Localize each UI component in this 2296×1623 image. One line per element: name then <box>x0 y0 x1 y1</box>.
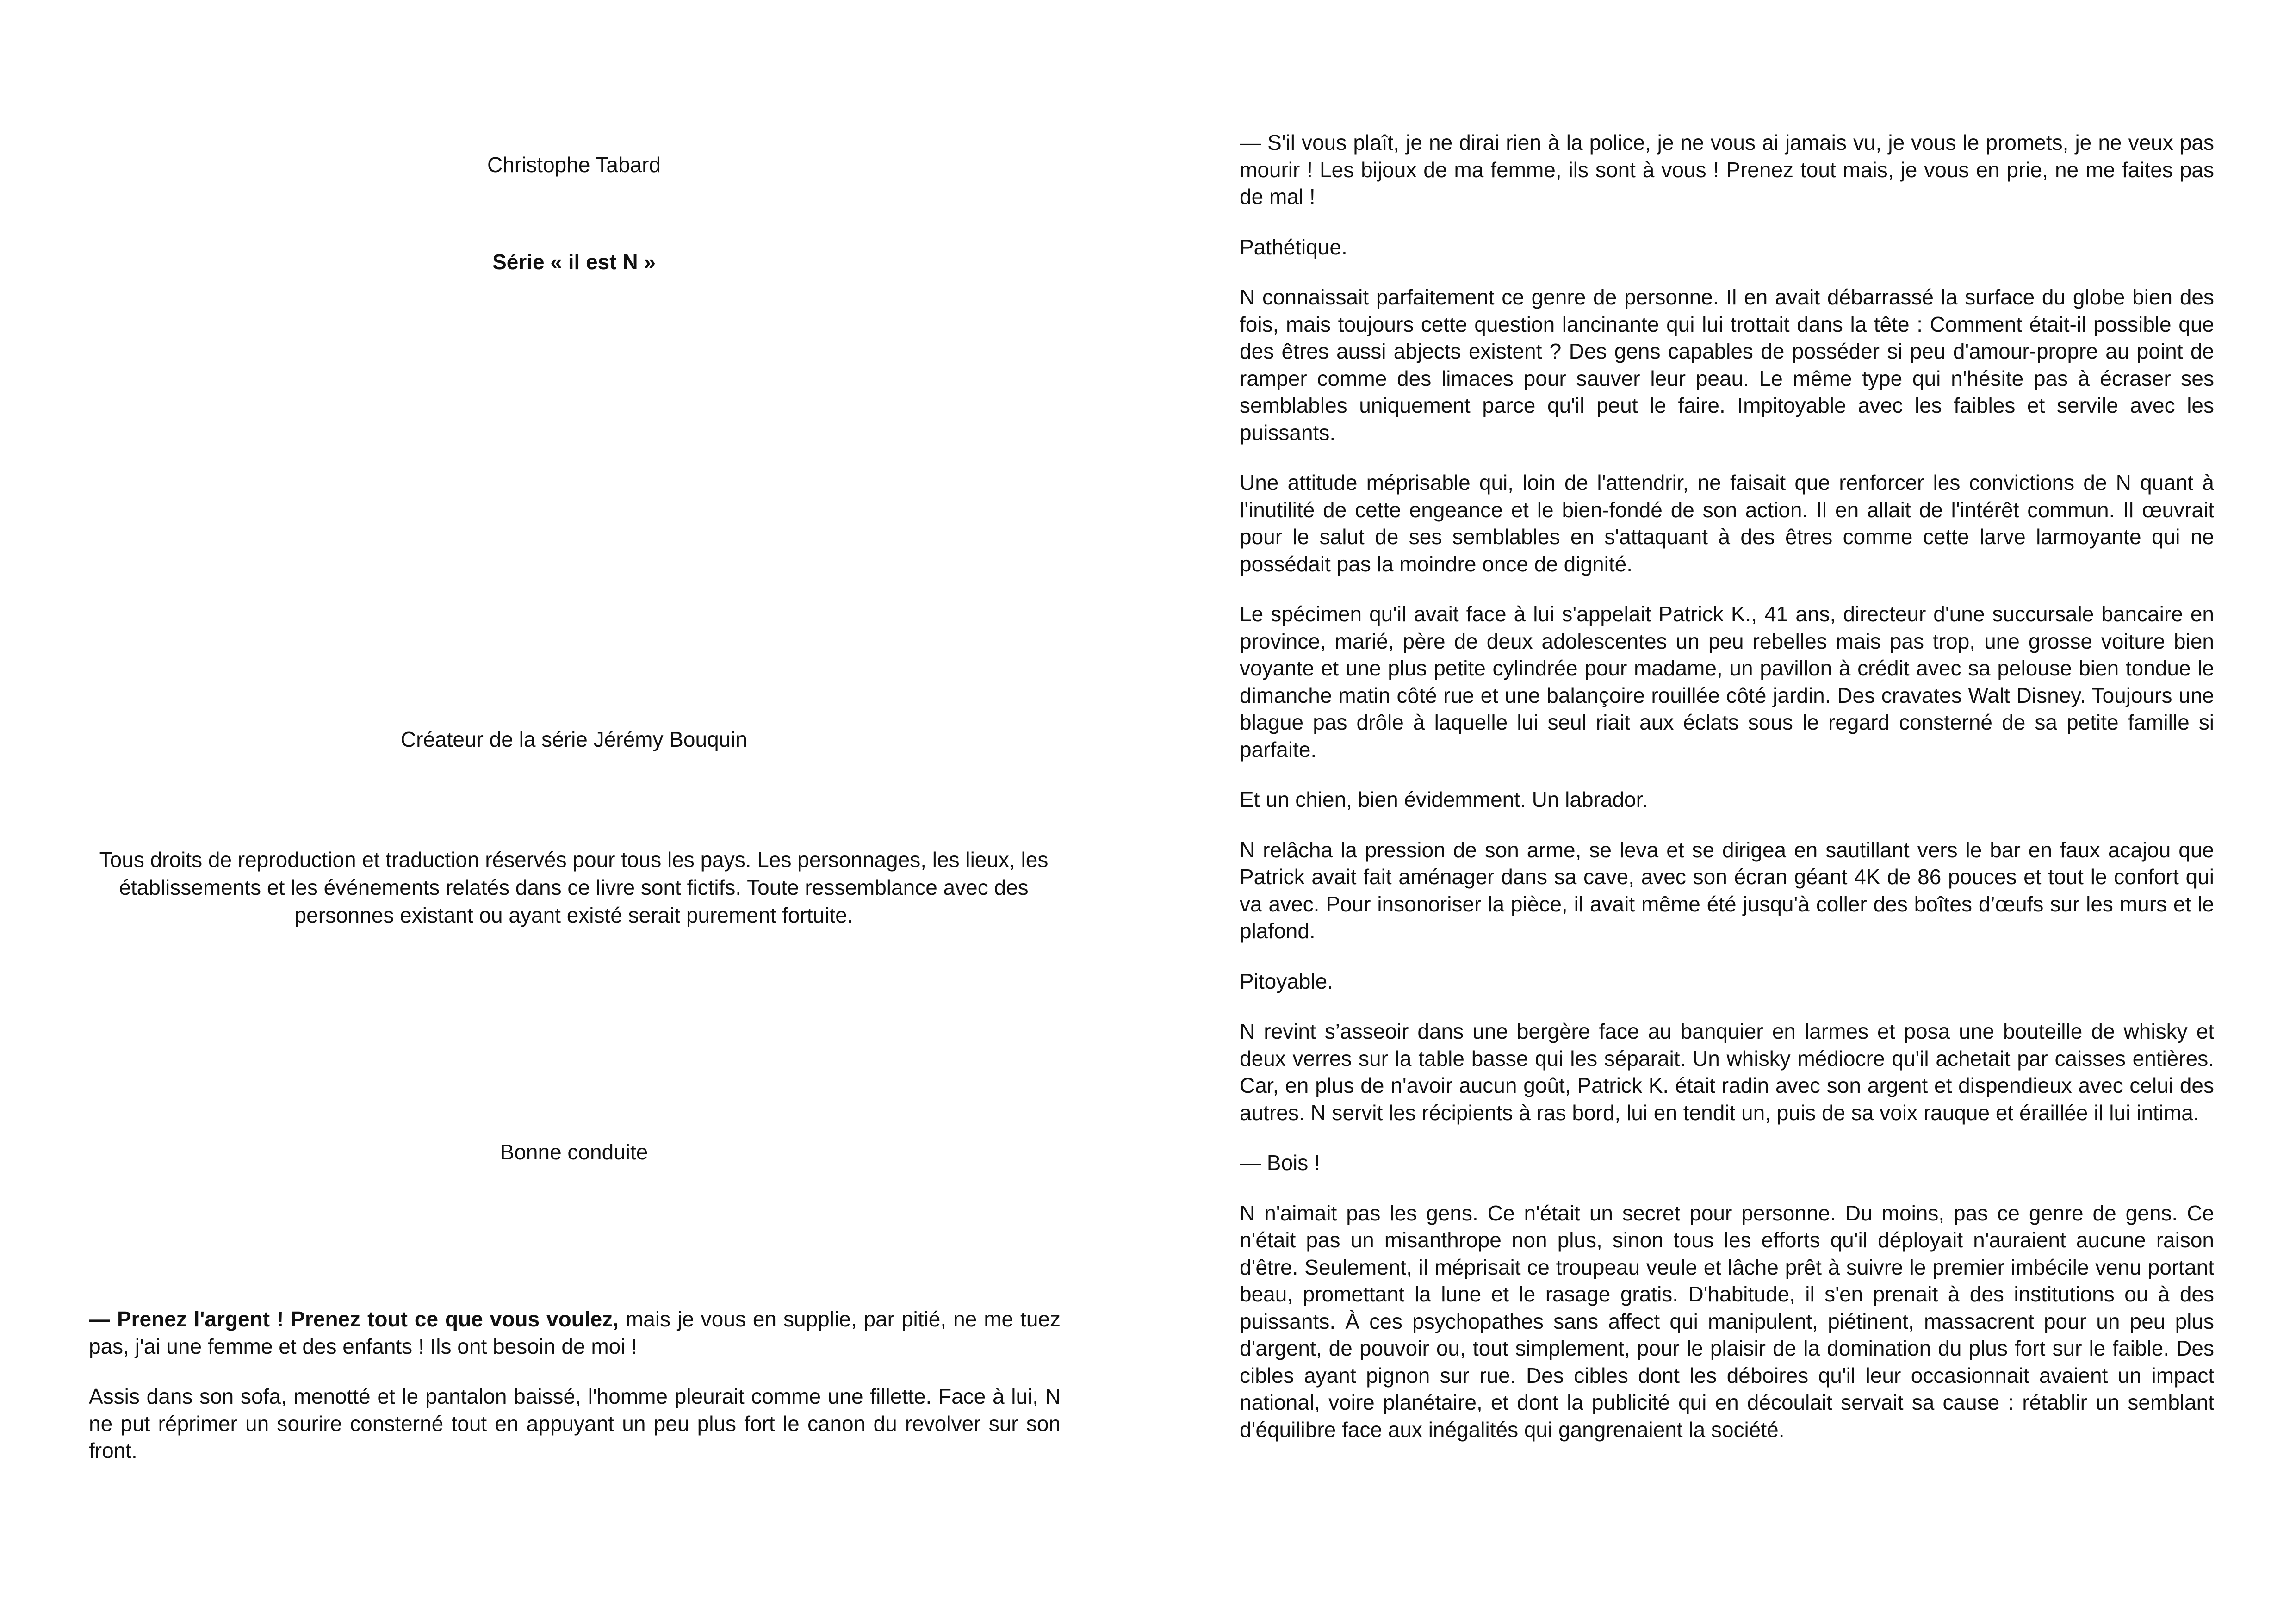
paragraph: — Bois ! <box>1240 1151 1320 1175</box>
opening-paragraph <box>89 1306 1061 1360</box>
opening-dialogue-bold: — Prenez l'argent ! Prenez tout ce que vous voulez, <box>89 1307 619 1331</box>
right-page-body <box>1240 129 2214 1466</box>
paragraph: Pathétique. <box>1240 235 1347 259</box>
paragraph: — S'il vous plaît, je ne dirai rien à la police, je ne vous ai jamais vu, je vous le promets, je ne veux pas mourir ! Les bijoux de ma femme, ils sont à vous ! Prenez tout mais, je vous en prie, ne me faites pas de mal ! <box>1240 130 2214 209</box>
paragraph: Une attitude méprisable qui, loin de l'attendrir, ne faisait que renforcer les convictions de N quant à l'inutilité de cette engeance et le bien-fondé de son action. Il en allait de l'intérêt commun. Il œuvrait pour le salut de ses semblables en s'attaquant à des êtres comme cette larve larmoyante qui ne possédait pas la moindre once de dignité. <box>1240 471 2214 576</box>
paragraph: N revint s’asseoir dans une bergère face au banquier en larmes et posa une bouteille de whisky et deux verres sur la table basse qui les séparait. Un whisky médiocre qu'il achetait par caisses entières. Car, en plus de n'avoir aucun goût, Patrick K. était radin avec son argent et dispendieux avec celui des autres. N servit les récipients à ras bord, lui en tendit un, puis de sa voix rauque et éraillée il lui intima. <box>1240 1019 2214 1125</box>
paragraph: Assis dans son sofa, menotté et le pantalon baissé, l'homme pleurait comme une fillette. Face à lui, N ne put réprimer un sourire consterné tout en appuyant un peu plus fort le canon du revolver sur son front. <box>89 1384 1061 1462</box>
paragraph: N connaissait parfaitement ce genre de personne. Il en avait débarrassé la surface du globe bien des fois, mais toujours cette question lancinante qui lui trottait dans la tête : Comment était-il possible que des êtres aussi abjects existent ? Des gens capables de posséder si peu d'amour-propre au point de ramper comme des limaces pour sauver leur peau. Le même type qui n'hésite pas à écraser ses semblables uniquement parce qu'il peut le faire. Impitoyable avec les faibles et servile avec les puissants. <box>1240 285 2214 445</box>
paragraph: Pitoyable. <box>1240 969 1334 993</box>
paragraph: Le spécimen qu'il avait face à lui s'appelait Patrick K., 41 ans, directeur d'une succursale bancaire en province, marié, père de deux adolescentes un peu rebelles mais pas trop, une grosse voiture bien voyante et une plus petite cylindrée pour madame, un pavillon à crédit avec sa pelouse bien tondue le dimanche matin côté rue et une balançoire rouillée côté jardin. Des cravates Walt Disney. Toujours une blague pas drôle à laquelle lui seul riait aux éclats sous le regard consterné de sa petite famille si parfaite. <box>1240 602 2214 762</box>
rights-notice: Tous droits de reproduction et traduction réservés pour tous les pays. Les personnages, les lieux, les établissements et les événements relatés dans ce livre sont fictifs. Toute ressemblance avec des personnes existant ou ayant existé serait purement fortuite. <box>99 848 1049 927</box>
book-title: Bonne conduite <box>500 1140 648 1164</box>
left-page-body <box>89 1306 1061 1487</box>
series-creator: Créateur de la série Jérémy Bouquin <box>400 727 748 751</box>
paragraph: Et un chien, bien évidemment. Un labrador. <box>1240 787 1648 812</box>
paragraph: N n'aimait pas les gens. Ce n'était un secret pour personne. Du moins, pas ce genre de gens. Ce n'était pas un misanthrope non plus, sinon tous les efforts qu'il déployait n'auraient aucune raison d'être. Seulement, il méprisait ce troupeau veule et lâche prêt à suivre le premier imbécile venu portant beau, promettant la lune et le rasage gratis. D'habitude, il s'en prenait à des institutions ou à des puissants. À ces psychopathes sans affect qui manipulent, piétinent, massacrent pour un peu plus d'argent, de pouvoir ou, tout simplement, pour le plaisir de la domination du plus fort sur le faible. Des cibles ayant pignon sur rue. Des cibles dont les déboires qu'il leur occasionnait avaient un impact national, voire planétaire, et dont la publicité qui en découlait servait sa cause : rétablir un semblant d'équilibre face aux inégalités qui gangrenaient la société. <box>1240 1201 2214 1442</box>
series-title: Série « il est N » <box>492 250 656 274</box>
opening-dialogue-rest: mais je vous en supplie, par pitié, ne me tuez pas, j'ai une femme et des enfants ! Ils ont besoin de moi ! <box>89 1307 1061 1358</box>
author-name: Christophe Tabard <box>487 153 661 177</box>
paragraph: N relâcha la pression de son arme, se leva et se dirigea en sautillant vers le bar en faux acajou que Patrick avait fait aménager dans sa cave, avec son écran géant 4K de 86 pouces et tout le confort qui va avec. Pour insonoriser la pièce, il avait même été jusqu'à coller des boîtes d’œufs sur les murs et le plafond. <box>1240 837 2214 943</box>
right-page <box>1148 0 2296 1623</box>
